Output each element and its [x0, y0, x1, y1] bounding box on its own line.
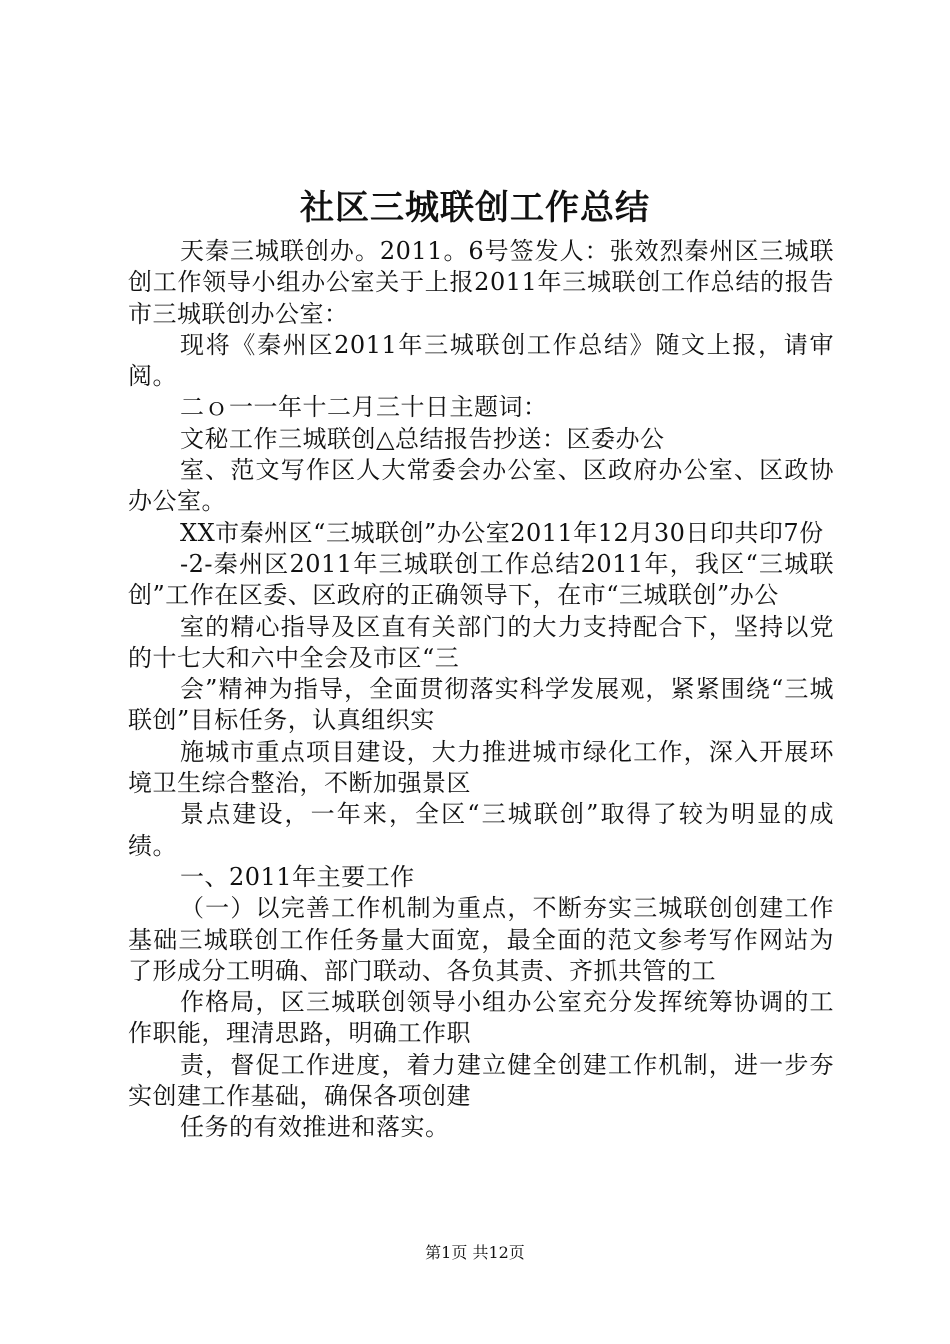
paragraph: 景点建设，一年来，全区“三城联创”取得了较为明显的成绩。: [128, 800, 834, 860]
document-body: [128, 236, 834, 1144]
paragraph: 室的精心指导及区直有关部门的大力支持配合下，坚持以党的十七大和六中全会及市区“三: [128, 612, 834, 672]
paragraph: 二ｏ一一年十二月三十日主题词：: [180, 393, 548, 422]
paragraph: XX市秦州区“三城联创”办公室2011年12月30日印共印7份: [180, 518, 824, 547]
section-heading: 一、2011年主要工作: [180, 862, 415, 891]
paragraph: 任务的有效推进和落实。: [180, 1113, 450, 1142]
page-number-footer: 第1页 共12页: [425, 1243, 525, 1262]
paragraph: 施城市重点项目建设，大力推进城市绿化工作，深入开展环境卫生综合整治，不断加强景区: [128, 737, 834, 798]
paragraph: 会”精神为指导，全面贯彻落实科学发展观，紧紧围绕“三城联创”目标任务，认真组织实: [128, 675, 834, 735]
paragraph: -2-秦州区2011年三城联创工作总结2011年，我区“三城联创”工作在区委、区政府的正确领导下，在市“三城联创”办公: [128, 549, 834, 610]
paragraph: 天秦三城联创办。2011。6号签发人：张效烈秦州区三城联创工作领导小组办公室关于上报2011年三城联创工作总结的报告市三城联创办公室：: [128, 237, 834, 328]
document-title: 社区三城联创工作总结: [300, 188, 650, 228]
paragraph: 文秘工作三城联创△总结报告抄送：区委办公: [180, 424, 665, 453]
paragraph: 室、范文写作区人大常委会办公室、区政府办公室、区政协办公室。: [128, 456, 834, 516]
paragraph: （一）以完善工作机制为重点，不断夯实三城联创创建工作基础三城联创工作任务量大面宽，最全面的范文参考写作网站为了形成分工明确、部门联动、各负其责、齐抓共管的工: [128, 894, 834, 985]
paragraph: 责，督促工作进度，着力建立健全创建工作机制，进一步夯实创建工作基础，确保各项创建: [128, 1050, 834, 1111]
paragraph: 现将《秦州区2011年三城联创工作总结》随文上报，请审阅。: [128, 330, 834, 391]
paragraph: 作格局，区三城联创领导小组办公室充分发挥统筹协调的工作职能，理清思路，明确工作职: [128, 988, 834, 1048]
